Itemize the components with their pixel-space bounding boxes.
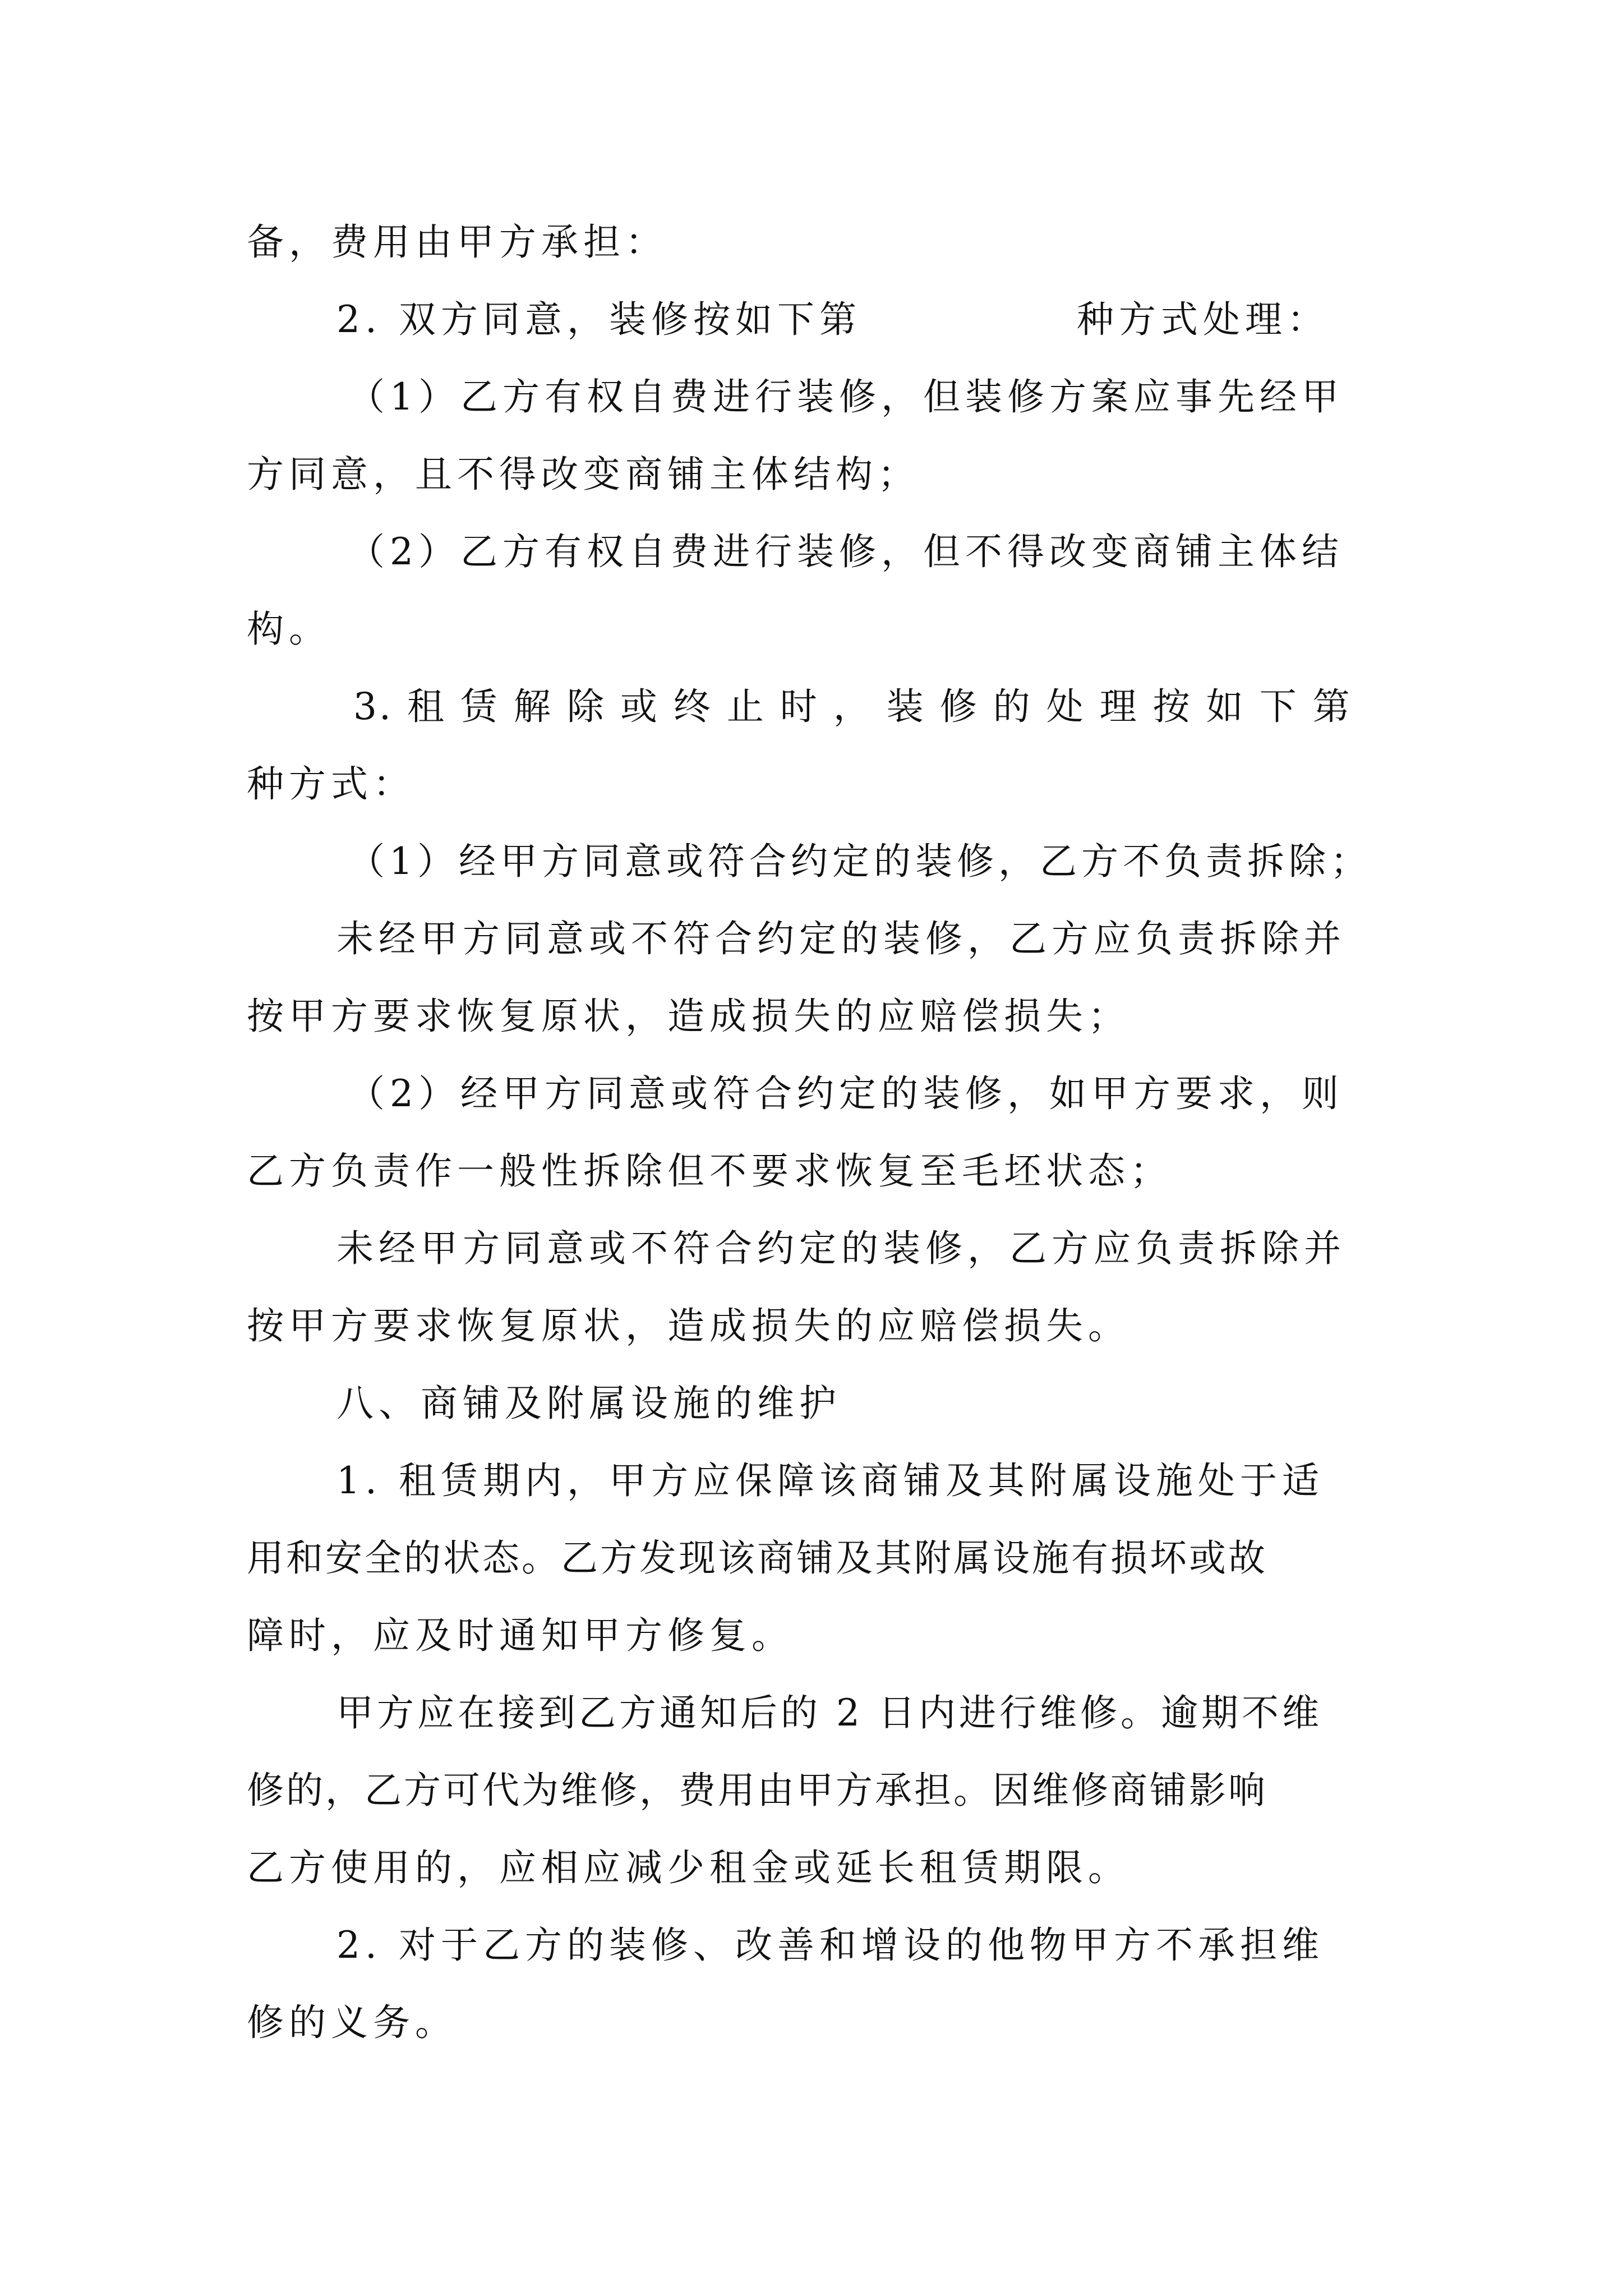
text-line: 种方式处理： <box>1077 298 1329 341</box>
text-line: 备，费用由甲方承担： <box>247 220 667 264</box>
text-line: 3. 租 赁 解 除 或 终 止 时 ， 装 修 的 处 理 按 如 下 第 <box>353 685 1352 728</box>
text-line: 乙方使用的，应相应减少租金或延长租赁期限。 <box>247 1846 1130 1889</box>
text-line: 种方式： <box>247 762 415 806</box>
text-line: （2）乙方有权自费进行装修，但不得改变商铺主体结 <box>348 530 1344 573</box>
text-line: 修的，乙方可代为维修，费用由甲方承担。因维修商铺影响 <box>247 1769 1267 1812</box>
text-line: 方同意，且不得改变商铺主体结构； <box>247 453 920 496</box>
text-line: 2. 对于乙方的装修、改善和增设的他物甲方不承担维 <box>336 1924 1324 1967</box>
text-line: （1）经甲方同意或符合约定的装修，乙方不负责拆除； <box>348 840 1372 883</box>
text-line: （2）经甲方同意或符合约定的装修，如甲方要求，则 <box>348 1072 1344 1115</box>
text-line: 未经甲方同意或不符合约定的装修，乙方应负责拆除并 <box>336 917 1346 960</box>
text-line: 按甲方要求恢复原状，造成损失的应赔偿损失； <box>247 995 1130 1038</box>
section-heading: 八、商铺及附属设施的维护 <box>336 1382 841 1425</box>
text-line: 用和安全的状态。乙方发现该商铺及其附属设施有损坏或故 <box>247 1536 1267 1580</box>
text-line: 修的义务。 <box>247 2001 457 2044</box>
text-line: 2. 双方同意，装修按如下第 <box>336 298 861 341</box>
text-line: 障时，应及时通知甲方修复。 <box>247 1614 794 1657</box>
text-line: 按甲方要求恢复原状，造成损失的应赔偿损失。 <box>247 1304 1130 1347</box>
text-line: 1. 租赁期内，甲方应保障该商铺及其附属设施处于适 <box>336 1459 1324 1502</box>
text-line: 乙方负责作一般性拆除但不要求恢复至毛坯状态； <box>247 1149 1172 1193</box>
text-line: 未经甲方同意或不符合约定的装修，乙方应负责拆除并 <box>336 1227 1346 1270</box>
text-line: （1）乙方有权自费进行装修，但装修方案应事先经甲 <box>348 375 1344 418</box>
text-line: 甲方应在接到乙方通知后的 2 日内进行维修。逾期不维 <box>336 1691 1322 1734</box>
text-line: 构。 <box>247 608 331 651</box>
